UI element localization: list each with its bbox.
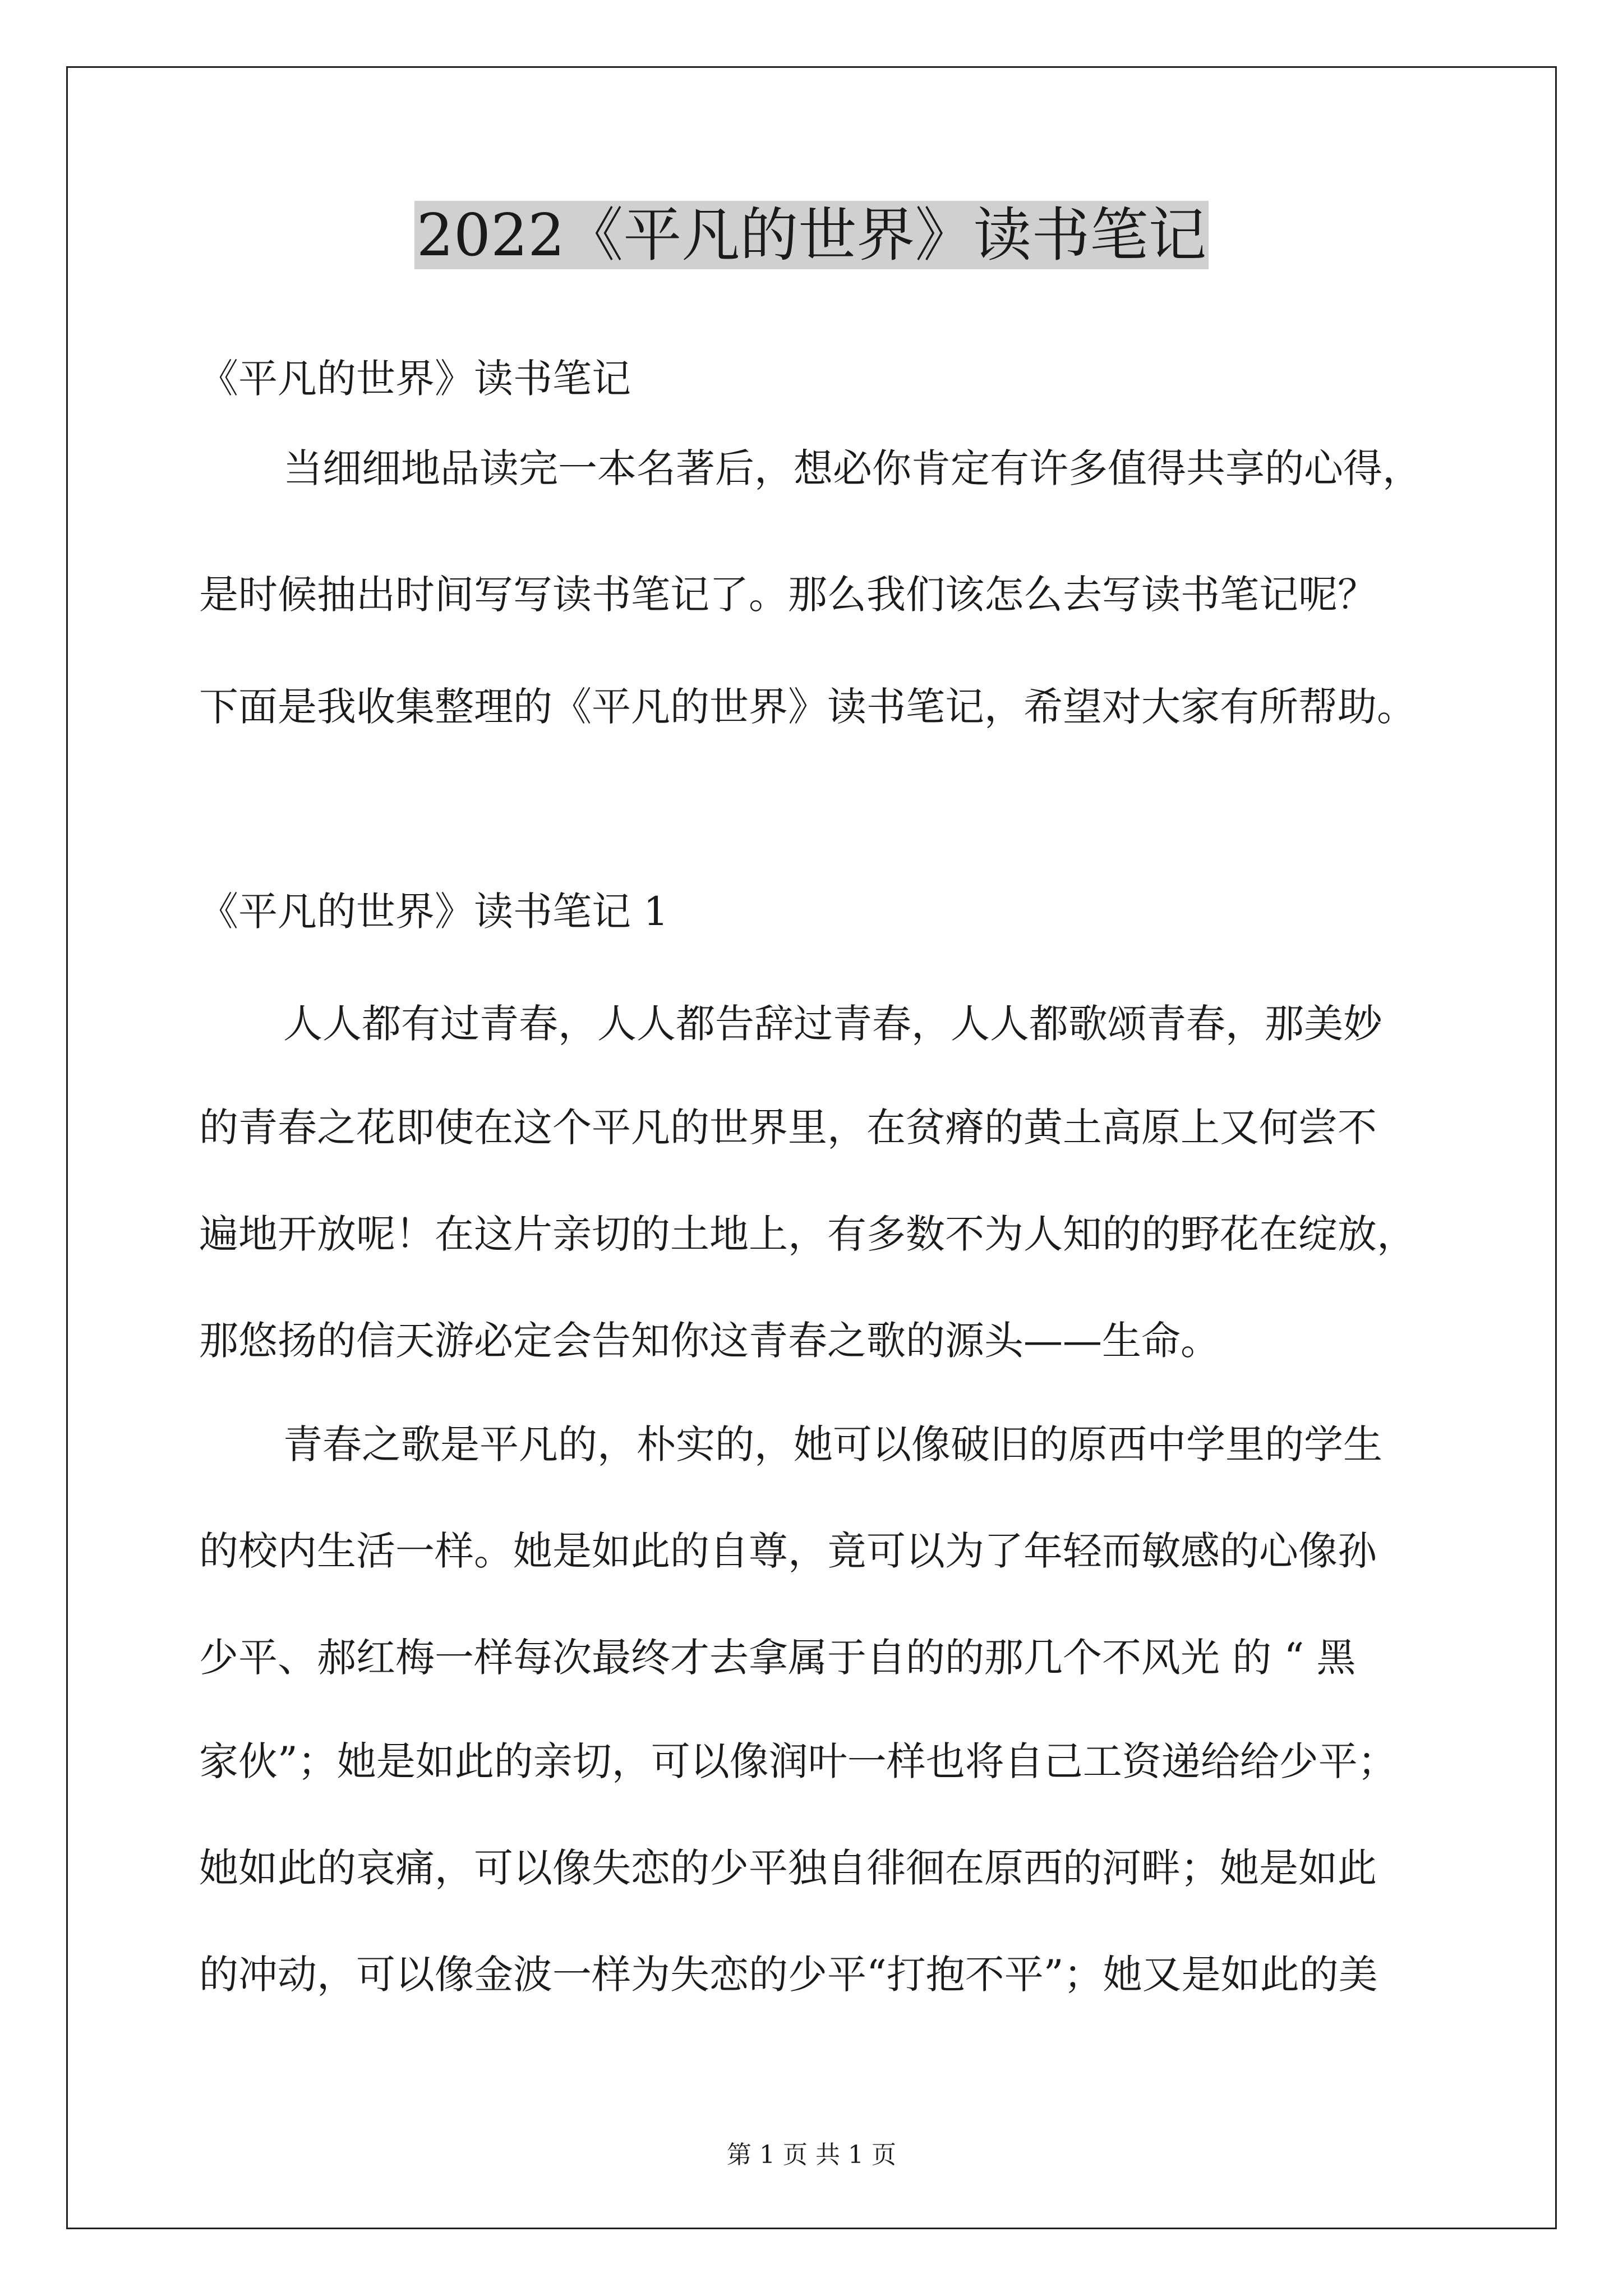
document-title	[0, 197, 1623, 273]
para1-line-1: 人人都有过青春，人人都告辞过青春，人人都歌颂青春，那美妙	[283, 1001, 1382, 1047]
para2-line-2: 的校内生活一样。她是如此的自尊，竟可以为了年轻而敏感的心像孙	[199, 1528, 1377, 1574]
section-heading: 《平凡的世界》读书笔记 1	[199, 889, 668, 935]
para2-line-5: 她如此的哀痛，可以像失恋的少平独自徘徊在原西的河畔；她是如此	[199, 1845, 1377, 1891]
para1-line-2: 的青春之花即使在这个平凡的世界里，在贫瘠的黄土高原上又何尝不	[199, 1105, 1377, 1151]
para2-line-1: 青春之歌是平凡的，朴实的，她可以像破旧的原西中学里的学生	[283, 1421, 1382, 1467]
intro-line-1: 当细细地品读完一本名著后，想必你肯定有许多值得共享的心得，	[283, 445, 1422, 491]
document-subtitle: 《平凡的世界》读书笔记	[199, 356, 631, 402]
document-title-text: 2022《平凡的世界》读书笔记	[414, 201, 1209, 269]
para2-line-6: 的冲动，可以像金波一样为失恋的少平“打抱不平”；她又是如此的美	[199, 1952, 1378, 1998]
page-footer: 第 1 页 共 1 页	[727, 2141, 896, 2169]
intro-line-2: 是时候抽出时间写写读书笔记了。那么我们该怎么去写读书笔记呢？	[199, 572, 1377, 618]
para1-line-4: 那悠扬的信天游必定会告知你这青春之歌的源头——生命。	[199, 1318, 1220, 1364]
para2-line-3: 少平、郝红梅一样每次最终才去拿属于自的的那几个不风光 的 “ 黑	[199, 1635, 1356, 1681]
para2-line-4: 家伙”；她是如此的亲切，可以像润叶一样也将自己工资递给给少平；	[199, 1738, 1397, 1784]
para1-line-3: 遍地开放呢！在这片亲切的土地上，有多数不为人知的的野花在绽放，	[199, 1211, 1416, 1257]
intro-line-3: 下面是我收集整理的《平凡的世界》读书笔记，希望对大家有所帮助。	[199, 684, 1416, 730]
